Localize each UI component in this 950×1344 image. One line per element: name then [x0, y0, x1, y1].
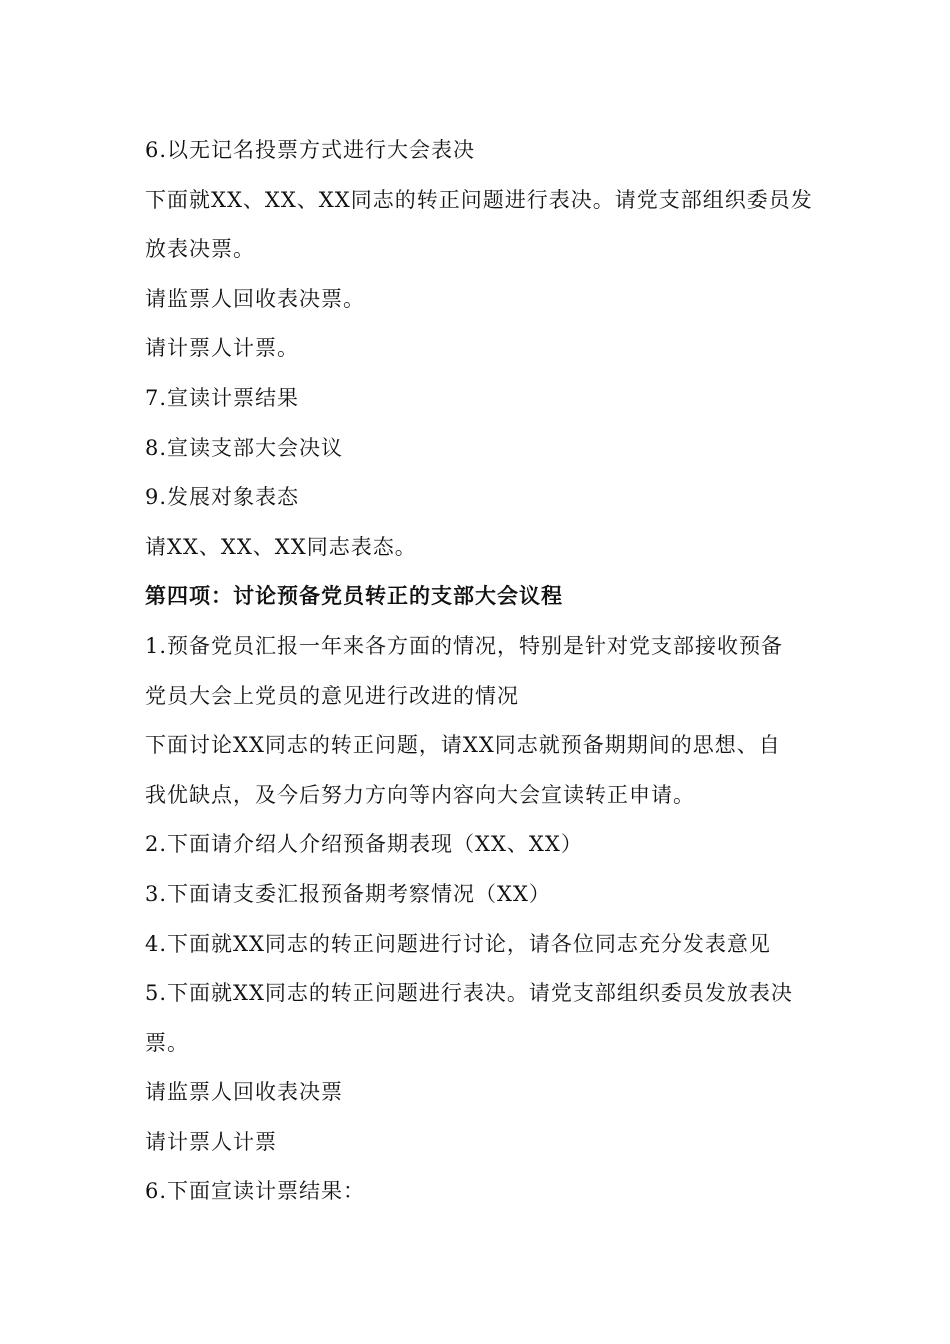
text-line: 9.发展对象表态: [145, 485, 300, 510]
text-line: 6.以无记名投票方式进行大会表决: [145, 138, 476, 162]
text-line: 请计票人计票: [145, 1129, 277, 1154]
section-heading: 第四项：讨论预备党员转正的支部大会议程: [145, 584, 563, 609]
text-line: 我优缺点，及今后努力方向等内容向大会宣读转正申请。: [145, 782, 695, 807]
text-line: 2.下面请介绍人介绍预备期表现（XX、XX）: [145, 832, 583, 857]
text-line: 放表决票。: [145, 237, 255, 262]
text-line: 请监票人回收表决票: [145, 1080, 343, 1105]
text-line: 3.下面请支委汇报预备期考察情况（XX）: [145, 881, 551, 906]
text-line: 请监票人回收表决票。: [145, 286, 365, 311]
text-line: 1.预备党员汇报一年来各方面的情况，特别是针对党支部接收预备: [145, 633, 784, 658]
text-line: 下面就XX、XX、XX同志的转正问题进行表决。请党支部组织委员发: [145, 187, 813, 212]
text-line: 党员大会上党员的意见进行改进的情况: [145, 683, 519, 708]
text-line: 6.下面宣读计票结果：: [145, 1179, 366, 1204]
text-line: 请计票人计票。: [145, 336, 299, 361]
text-line: 4.下面就XX同志的转正问题进行讨论，请各位同志充分发表意见: [145, 931, 771, 956]
text-line: 票。: [145, 1030, 189, 1055]
text-line: 5.下面就XX同志的转正问题进行表决。请党支部组织委员发放表决: [145, 981, 793, 1006]
text-line: 下面讨论XX同志的转正问题，请XX同志就预备期期间的思想、自: [145, 733, 781, 758]
text-line: 8.宣读支部大会决议: [145, 435, 344, 460]
text-line: 7.宣读计票结果: [145, 385, 300, 410]
text-line: 请XX、XX、XX同志表态。: [145, 534, 417, 559]
document-body: [145, 126, 813, 1217]
